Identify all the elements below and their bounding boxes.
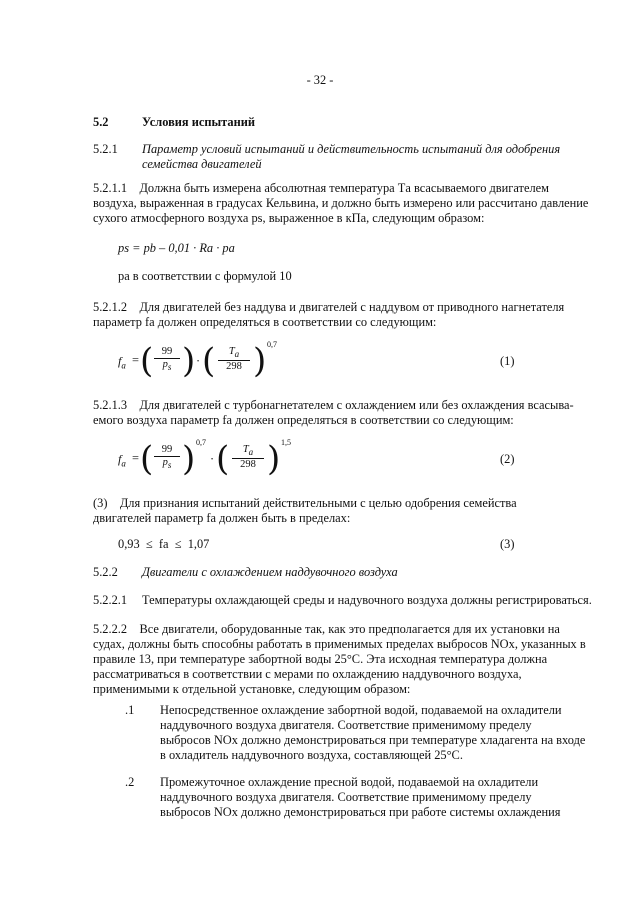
s522-title: Двигатели с охлаждением наддувочного воздуха <box>142 565 398 579</box>
s5214-line: Для признания испытаний действительными с целью одобрения семейства <box>119 496 517 510</box>
eq2-lparen-2: ( <box>216 439 230 479</box>
eq1-lparen-1: ( <box>140 341 154 381</box>
section-title: Условия испытаний <box>142 115 256 129</box>
s5221-text: Температуры охлаждающей среды и надувочного воздуха должны регистрироваться. <box>142 593 592 607</box>
eq2-lhs: $f_a$ <box>118 452 126 469</box>
eq2-equals: = <box>132 451 139 465</box>
s521-title <box>142 142 559 172</box>
eq2-fraction-1 <box>154 444 180 471</box>
s5212-number: 5.2.1.2 <box>93 300 128 314</box>
s5222-paragraph <box>93 622 586 697</box>
eq2-f1-num: 99 <box>161 444 173 455</box>
eq2-fraction-2 <box>232 444 264 471</box>
eq1-equals: = <box>132 353 139 367</box>
item-2-number: .2 <box>125 775 135 789</box>
eq2-exp-1: 0,7 <box>196 438 206 447</box>
eq1-dot: · <box>196 354 201 368</box>
item-1-line: Непосредственное охлаждение забортной водой, подаваемой на охладители <box>160 703 562 717</box>
s5222-line: Все двигатели, оборудованные так, как это предполагается для их установки на <box>139 622 560 636</box>
s5214-paragraph <box>93 496 559 526</box>
s521-number: 5.2.1 <box>93 142 118 156</box>
eq1-rparen-1: ) <box>182 341 196 381</box>
eq2-lparen-1: ( <box>140 439 154 479</box>
item-1-line: в охладитель наддувочного воздуха, составляющей 25°С. <box>160 748 463 762</box>
item-1-line: выбросов NOx должно демонстрироваться при температуре хладагента на входе <box>160 733 586 747</box>
page-number: - 32 - <box>306 73 334 87</box>
eq2-f2-num: $T_a$ <box>242 444 254 458</box>
s5214-inequality: 0,93 ≤ fа ≤ 1,07 <box>118 537 210 551</box>
s5211-paragraph <box>93 181 589 226</box>
eq1-f2-den: 298 <box>226 361 242 373</box>
s5213-paragraph <box>93 398 574 428</box>
s521-line: Параметр условий испытаний и действительность испытаний для одобрения <box>142 142 561 156</box>
eq1-fraction-1 <box>154 346 180 373</box>
s5214-number: (3) <box>93 496 108 510</box>
equation-2 <box>118 438 558 482</box>
s5214-line: двигателей параметр fа должен быть в пределах: <box>93 511 351 525</box>
section-number: 5.2 <box>93 115 109 129</box>
eq1-lparen-2: ( <box>202 341 216 381</box>
s5211-number: 5.2.1.1 <box>93 181 128 195</box>
item-2-line: Промежуточное охлаждение пресной водой, подаваемой на охладители <box>160 775 539 789</box>
equation-1 <box>118 340 558 384</box>
s5222-line: правиле 13, при температуре забортной воды 25°С. Эта исходная температура должна <box>93 652 548 666</box>
s5211-line: сухого атмосферного воздуха ps, выраженное в кПа, следующим образом: <box>93 211 485 225</box>
eq1-lhs: $f_a$ <box>118 354 126 371</box>
item-2-line: наддувочного воздуха двигателя. Соответствие применимому пределу <box>160 790 532 804</box>
eq2-rparen-2: ) <box>267 439 281 479</box>
eq2-f1-den: $p_s$ <box>162 457 172 471</box>
eq2-dot: · <box>210 452 215 466</box>
eq2-number: (2) <box>500 452 515 466</box>
s5221-number: 5.2.2.1 <box>93 593 128 607</box>
item-2-line: выбросов NOx должно демонстрироваться при работе системы охлаждения <box>160 805 561 819</box>
s5211-line: Должна быть измерена абсолютная температура Tа всасываемого двигателем <box>139 181 549 195</box>
item-1-line: наддувочного воздуха двигателя. Соответствие применимому пределу <box>160 718 532 732</box>
s5222-line: применимыми к отдельной установке, следующим образом: <box>93 682 411 696</box>
eq2-f2-den: 298 <box>240 459 256 471</box>
s522-number: 5.2.2 <box>93 565 118 579</box>
item-1-number: .1 <box>125 703 135 717</box>
eq1-f1-den: $p_s$ <box>162 359 172 373</box>
s5212-line: Для двигателей без наддува и двигателей с наддувом от приводного нагнетателя <box>139 300 565 314</box>
eq1-exp-2: 0,7 <box>267 340 277 349</box>
item-2-text <box>160 775 559 820</box>
s5211-note: pа в соответствии с формулой 10 <box>118 269 292 283</box>
s5212-line: параметр fа должен определяться в соответствии со следующим: <box>93 315 437 329</box>
s5211-line: воздуха, выраженная в градусах Кельвина, и должно быть измерено или рассчитано давление <box>93 196 589 210</box>
s5212-paragraph <box>93 300 565 330</box>
eq1-f2-num: $T_a$ <box>228 346 240 360</box>
eq2-rparen-1: ) <box>182 439 196 479</box>
s5213-line: емого воздуха параметр fа должен определяться в соответствии со следующим: <box>93 413 514 427</box>
eq1-f1-num: 99 <box>161 346 173 357</box>
s5222-line: рассматриваться в соответствии с мерами по охлаждению наддувочного воздуха, <box>93 667 522 681</box>
eq1-number: (1) <box>500 354 515 368</box>
eq2-exp-2: 1,5 <box>281 438 291 447</box>
s5222-line: судах, должны быть способны работать в применимых пределах выбросов NOx, указанных в <box>93 637 586 651</box>
s5222-number: 5.2.2.2 <box>93 622 128 636</box>
s5213-number: 5.2.1.3 <box>93 398 128 412</box>
s5213-line: Для двигателей с турбонагнетателем с охлаждением или без охлаждения всасыва- <box>139 398 574 412</box>
eq1-fraction-2 <box>218 346 250 373</box>
s5211-formula: ps = pb – 0,01 · Rа · pа <box>118 241 235 255</box>
eq1-rparen-2: ) <box>253 341 267 381</box>
s521-line: семейства двигателей <box>142 157 262 171</box>
eq3-number: (3) <box>500 537 515 551</box>
item-1-text <box>160 703 586 763</box>
